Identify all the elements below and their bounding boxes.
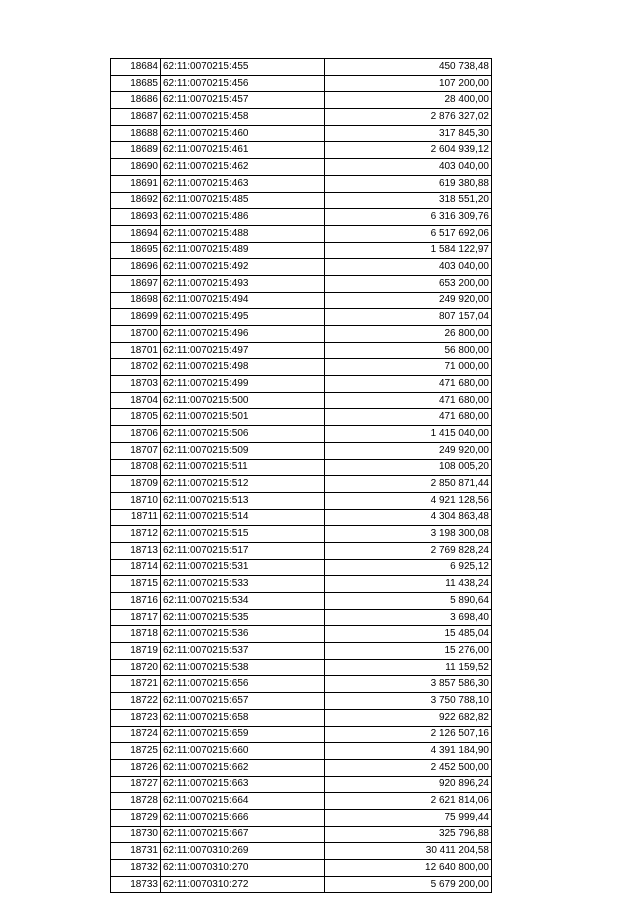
row-number-cell: 18712 [111, 526, 161, 543]
table-row [111, 175, 492, 192]
table-row [111, 292, 492, 309]
table-row [111, 693, 492, 710]
cadastral-number-cell: 62:11:0070215:492 [161, 259, 325, 276]
cadastral-number-cell: 62:11:0070215:664 [161, 793, 325, 810]
cadastral-value-cell: 2 452 500,00 [325, 759, 492, 776]
table-row [111, 376, 492, 393]
cadastral-value-cell: 2 850 871,44 [325, 476, 492, 493]
table-row [111, 676, 492, 693]
row-number-cell: 18688 [111, 125, 161, 142]
row-number-cell: 18697 [111, 275, 161, 292]
cadastral-number-cell: 62:11:0070215:536 [161, 626, 325, 643]
cadastral-value-cell: 28 400,00 [325, 92, 492, 109]
cadastral-value-cell: 318 551,20 [325, 192, 492, 209]
cadastral-number-cell: 62:11:0070215:517 [161, 542, 325, 559]
table-row [111, 726, 492, 743]
cadastral-value-cell: 450 738,48 [325, 59, 492, 76]
cadastral-number-cell: 62:11:0070215:498 [161, 359, 325, 376]
row-number-cell: 18695 [111, 242, 161, 259]
cadastral-number-cell: 62:11:0070215:663 [161, 776, 325, 793]
table-row [111, 643, 492, 660]
table-row [111, 92, 492, 109]
cadastral-value-cell: 619 380,88 [325, 175, 492, 192]
table-row [111, 192, 492, 209]
cadastral-number-cell: 62:11:0070215:657 [161, 693, 325, 710]
cadastral-value-cell: 403 040,00 [325, 259, 492, 276]
cadastral-number-cell: 62:11:0070215:462 [161, 159, 325, 176]
table-row [111, 609, 492, 626]
cadastral-number-cell: 62:11:0070215:456 [161, 75, 325, 92]
cadastral-value-cell: 1 584 122,97 [325, 242, 492, 259]
cadastral-number-cell: 62:11:0070215:538 [161, 659, 325, 676]
table-row [111, 793, 492, 810]
table-row [111, 843, 492, 860]
row-number-cell: 18693 [111, 209, 161, 226]
row-number-cell: 18696 [111, 259, 161, 276]
row-number-cell: 18689 [111, 142, 161, 159]
table-row [111, 593, 492, 610]
cadastral-value-cell: 3 857 586,30 [325, 676, 492, 693]
table-row [111, 225, 492, 242]
cadastral-value-cell: 26 800,00 [325, 326, 492, 343]
row-number-cell: 18729 [111, 809, 161, 826]
cadastral-number-cell: 62:11:0070215:497 [161, 342, 325, 359]
table-row [111, 626, 492, 643]
cadastral-value-cell: 6 517 692,06 [325, 225, 492, 242]
cadastral-number-cell: 62:11:0070215:499 [161, 376, 325, 393]
table-row [111, 659, 492, 676]
cadastral-value-table [110, 58, 492, 893]
table-row [111, 209, 492, 226]
cadastral-number-cell: 62:11:0070215:659 [161, 726, 325, 743]
row-number-cell: 18692 [111, 192, 161, 209]
row-number-cell: 18713 [111, 542, 161, 559]
cadastral-number-cell: 62:11:0070215:500 [161, 392, 325, 409]
row-number-cell: 18708 [111, 459, 161, 476]
table-row [111, 459, 492, 476]
cadastral-number-cell: 62:11:0070310:272 [161, 876, 325, 893]
table-row [111, 259, 492, 276]
row-number-cell: 18714 [111, 559, 161, 576]
table-row [111, 142, 492, 159]
cadastral-value-cell: 4 391 184,90 [325, 743, 492, 760]
table-row [111, 509, 492, 526]
table-row [111, 526, 492, 543]
row-number-cell: 18715 [111, 576, 161, 593]
table-row [111, 809, 492, 826]
table-row [111, 492, 492, 509]
table-row [111, 125, 492, 142]
cadastral-number-cell: 62:11:0070215:535 [161, 609, 325, 626]
row-number-cell: 18728 [111, 793, 161, 810]
row-number-cell: 18718 [111, 626, 161, 643]
cadastral-number-cell: 62:11:0070215:656 [161, 676, 325, 693]
cadastral-value-cell: 807 157,04 [325, 309, 492, 326]
cadastral-number-cell: 62:11:0070215:501 [161, 409, 325, 426]
table-row [111, 709, 492, 726]
cadastral-value-cell: 108 005,20 [325, 459, 492, 476]
cadastral-value-cell: 5 890,64 [325, 593, 492, 610]
cadastral-number-cell: 62:11:0070215:660 [161, 743, 325, 760]
cadastral-number-cell: 62:11:0070215:514 [161, 509, 325, 526]
row-number-cell: 18711 [111, 509, 161, 526]
cadastral-value-cell: 3 750 788,10 [325, 693, 492, 710]
cadastral-number-cell: 62:11:0070215:666 [161, 809, 325, 826]
table-row [111, 392, 492, 409]
cadastral-value-cell: 922 682,82 [325, 709, 492, 726]
cadastral-number-cell: 62:11:0070215:485 [161, 192, 325, 209]
cadastral-number-cell: 62:11:0070215:496 [161, 326, 325, 343]
table-row [111, 359, 492, 376]
cadastral-number-cell: 62:11:0070215:488 [161, 225, 325, 242]
table-row [111, 476, 492, 493]
row-number-cell: 18701 [111, 342, 161, 359]
row-number-cell: 18709 [111, 476, 161, 493]
cadastral-value-cell: 75 999,44 [325, 809, 492, 826]
row-number-cell: 18727 [111, 776, 161, 793]
cadastral-value-cell: 6 925,12 [325, 559, 492, 576]
row-number-cell: 18700 [111, 326, 161, 343]
cadastral-number-cell: 62:11:0070215:489 [161, 242, 325, 259]
cadastral-number-cell: 62:11:0070215:512 [161, 476, 325, 493]
table-row [111, 559, 492, 576]
cadastral-value-cell: 3 198 300,08 [325, 526, 492, 543]
cadastral-value-cell: 71 000,00 [325, 359, 492, 376]
cadastral-number-cell: 62:11:0070310:269 [161, 843, 325, 860]
row-number-cell: 18719 [111, 643, 161, 660]
cadastral-value-cell: 653 200,00 [325, 275, 492, 292]
table-row [111, 242, 492, 259]
row-number-cell: 18703 [111, 376, 161, 393]
row-number-cell: 18707 [111, 442, 161, 459]
cadastral-value-cell: 1 415 040,00 [325, 426, 492, 443]
cadastral-value-cell: 2 621 814,06 [325, 793, 492, 810]
row-number-cell: 18726 [111, 759, 161, 776]
table-row [111, 75, 492, 92]
cadastral-number-cell: 62:11:0070215:509 [161, 442, 325, 459]
row-number-cell: 18706 [111, 426, 161, 443]
table-row [111, 109, 492, 126]
row-number-cell: 18717 [111, 609, 161, 626]
cadastral-number-cell: 62:11:0070215:460 [161, 125, 325, 142]
table-row [111, 576, 492, 593]
table-row [111, 542, 492, 559]
row-number-cell: 18721 [111, 676, 161, 693]
row-number-cell: 18716 [111, 593, 161, 610]
cadastral-value-cell: 4 921 128,56 [325, 492, 492, 509]
table-row [111, 826, 492, 843]
table-row [111, 743, 492, 760]
cadastral-value-cell: 471 680,00 [325, 409, 492, 426]
cadastral-number-cell: 62:11:0070215:531 [161, 559, 325, 576]
row-number-cell: 18731 [111, 843, 161, 860]
row-number-cell: 18699 [111, 309, 161, 326]
row-number-cell: 18710 [111, 492, 161, 509]
table-row [111, 326, 492, 343]
row-number-cell: 18698 [111, 292, 161, 309]
cadastral-number-cell: 62:11:0070215:533 [161, 576, 325, 593]
cadastral-value-cell: 471 680,00 [325, 376, 492, 393]
cadastral-value-cell: 12 640 800,00 [325, 860, 492, 877]
cadastral-value-cell: 30 411 204,58 [325, 843, 492, 860]
table-body [111, 59, 492, 893]
row-number-cell: 18730 [111, 826, 161, 843]
table-row [111, 776, 492, 793]
table-row [111, 860, 492, 877]
cadastral-value-cell: 56 800,00 [325, 342, 492, 359]
cadastral-value-cell: 249 920,00 [325, 442, 492, 459]
table-row [111, 59, 492, 76]
row-number-cell: 18724 [111, 726, 161, 743]
cadastral-value-cell: 325 796,88 [325, 826, 492, 843]
row-number-cell: 18691 [111, 175, 161, 192]
cadastral-value-cell: 11 159,52 [325, 659, 492, 676]
row-number-cell: 18684 [111, 59, 161, 76]
row-number-cell: 18704 [111, 392, 161, 409]
table-row [111, 409, 492, 426]
cadastral-number-cell: 62:11:0070215:537 [161, 643, 325, 660]
row-number-cell: 18685 [111, 75, 161, 92]
cadastral-number-cell: 62:11:0070215:494 [161, 292, 325, 309]
cadastral-number-cell: 62:11:0070215:463 [161, 175, 325, 192]
cadastral-value-cell: 107 200,00 [325, 75, 492, 92]
cadastral-value-cell: 5 679 200,00 [325, 876, 492, 893]
cadastral-value-cell: 2 604 939,12 [325, 142, 492, 159]
cadastral-value-cell: 15 485,04 [325, 626, 492, 643]
row-number-cell: 18733 [111, 876, 161, 893]
cadastral-number-cell: 62:11:0070215:513 [161, 492, 325, 509]
table-row [111, 159, 492, 176]
cadastral-number-cell: 62:11:0070215:511 [161, 459, 325, 476]
table-row [111, 876, 492, 893]
row-number-cell: 18725 [111, 743, 161, 760]
table-row [111, 309, 492, 326]
row-number-cell: 18694 [111, 225, 161, 242]
cadastral-number-cell: 62:11:0070215:458 [161, 109, 325, 126]
table-row [111, 759, 492, 776]
row-number-cell: 18732 [111, 860, 161, 877]
row-number-cell: 18702 [111, 359, 161, 376]
row-number-cell: 18705 [111, 409, 161, 426]
table-row [111, 426, 492, 443]
cadastral-number-cell: 62:11:0070215:461 [161, 142, 325, 159]
cadastral-value-cell: 6 316 309,76 [325, 209, 492, 226]
row-number-cell: 18723 [111, 709, 161, 726]
cadastral-number-cell: 62:11:0070215:457 [161, 92, 325, 109]
cadastral-value-cell: 4 304 863,48 [325, 509, 492, 526]
cadastral-value-cell: 3 698,40 [325, 609, 492, 626]
cadastral-value-cell: 15 276,00 [325, 643, 492, 660]
cadastral-value-cell: 317 845,30 [325, 125, 492, 142]
cadastral-number-cell: 62:11:0070310:270 [161, 860, 325, 877]
cadastral-number-cell: 62:11:0070215:455 [161, 59, 325, 76]
cadastral-value-cell: 471 680,00 [325, 392, 492, 409]
cadastral-value-cell: 2 126 507,16 [325, 726, 492, 743]
table-row [111, 342, 492, 359]
cadastral-number-cell: 62:11:0070215:506 [161, 426, 325, 443]
cadastral-value-cell: 920 896,24 [325, 776, 492, 793]
cadastral-number-cell: 62:11:0070215:658 [161, 709, 325, 726]
cadastral-number-cell: 62:11:0070215:667 [161, 826, 325, 843]
cadastral-number-cell: 62:11:0070215:534 [161, 593, 325, 610]
cadastral-value-cell: 2 876 327,02 [325, 109, 492, 126]
table-row [111, 275, 492, 292]
cadastral-number-cell: 62:11:0070215:486 [161, 209, 325, 226]
cadastral-value-cell: 249 920,00 [325, 292, 492, 309]
cadastral-value-cell: 403 040,00 [325, 159, 492, 176]
table-row [111, 442, 492, 459]
cadastral-value-cell: 11 438,24 [325, 576, 492, 593]
cadastral-number-cell: 62:11:0070215:515 [161, 526, 325, 543]
row-number-cell: 18720 [111, 659, 161, 676]
cadastral-number-cell: 62:11:0070215:662 [161, 759, 325, 776]
cadastral-number-cell: 62:11:0070215:495 [161, 309, 325, 326]
row-number-cell: 18687 [111, 109, 161, 126]
row-number-cell: 18722 [111, 693, 161, 710]
cadastral-number-cell: 62:11:0070215:493 [161, 275, 325, 292]
row-number-cell: 18690 [111, 159, 161, 176]
cadastral-value-cell: 2 769 828,24 [325, 542, 492, 559]
row-number-cell: 18686 [111, 92, 161, 109]
